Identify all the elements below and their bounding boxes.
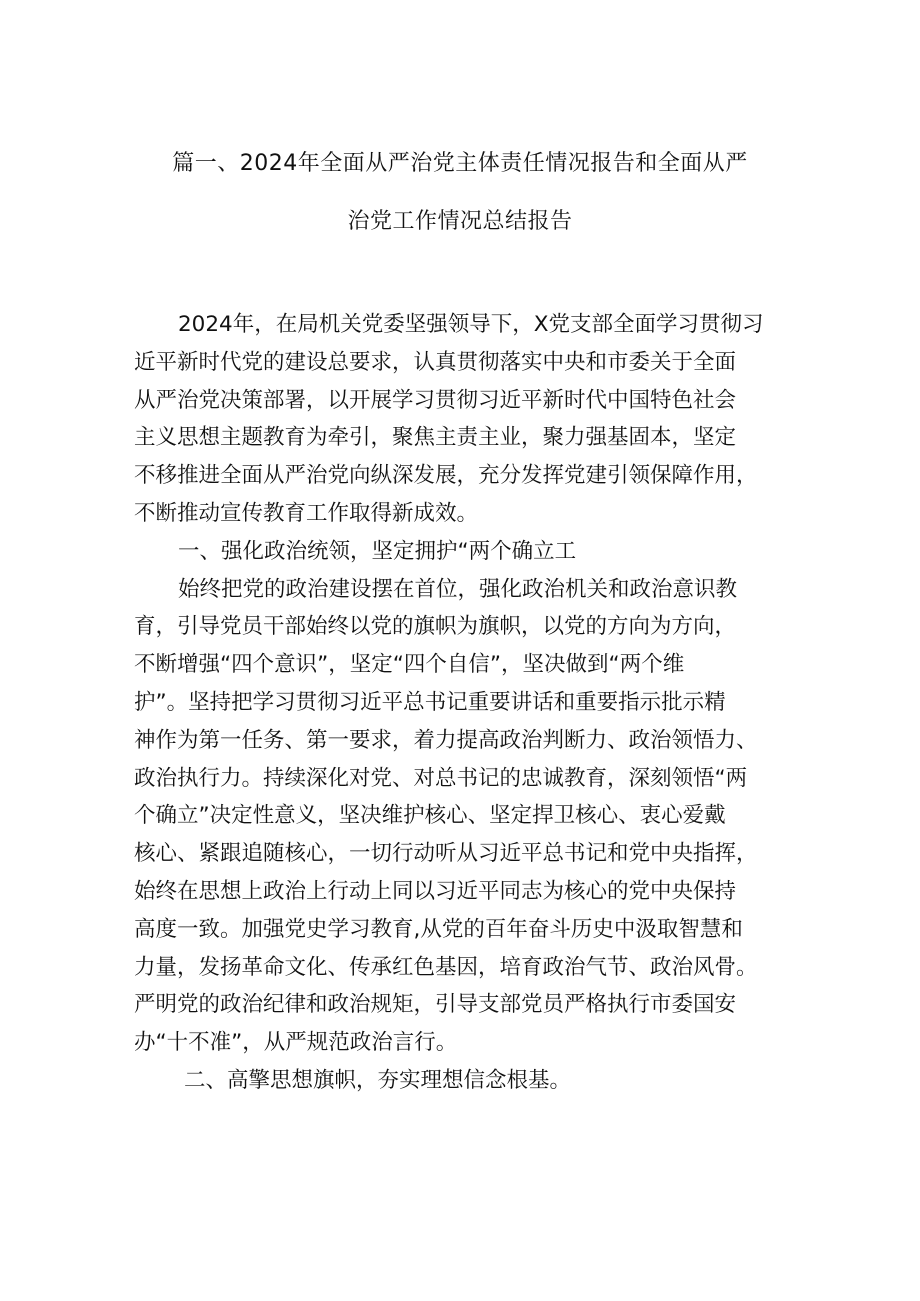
- paragraph-line: 近平新时代党的建设总要求，认真贯彻落实中央和市委关于全面: [134, 349, 737, 375]
- section-heading: 二、高擎思想旗帜，夯实理想信念根基。: [184, 1067, 572, 1093]
- paragraph-line: 力量，发扬革命文化、传承红色基因，培育政治气节、政治风骨。: [134, 954, 758, 980]
- paragraph-line: 办“十不准”，从严规范政治言行。: [134, 1030, 458, 1056]
- paragraph-line: 政治执行力。持续深化对党、对总书记的忠诚教育，深刻领悟“两: [134, 765, 748, 791]
- document-title-line2: 治党工作情况总结报告: [347, 209, 573, 234]
- paragraph-line: 护”。坚持把学习贯彻习近平总书记重要讲话和重要指示批示精: [134, 689, 726, 715]
- section-heading: 一、强化政治统领，坚定拥护“两个确立工: [178, 538, 577, 564]
- paragraph-line: 不移推进全面从严治党向纵深发展，充分发挥党建引领保障作用，: [134, 463, 758, 489]
- paragraph-line: 高度一致。加强党史学习教育,从党的百年奋斗历史中汲取智慧和: [134, 916, 743, 942]
- paragraph-line: 2024年，在局机关党委坚强领导下，X党支部全面学习贯彻习: [178, 312, 764, 337]
- paragraph-line: 不断增强“四个意识”，坚定“四个自信”，坚决做到“两个维: [134, 652, 685, 678]
- paragraph-line: 神作为第一任务、第一要求，着力提高政治判断力、政治领悟力、: [134, 727, 758, 753]
- paragraph-line: 主义思想主题教育为牵引，聚焦主责主业，聚力强基固本，坚定: [134, 425, 737, 451]
- paragraph-line: 严明党的政治纪律和政治规矩，引导支部党员严格执行市委国安: [134, 992, 737, 1018]
- document-body: [134, 306, 804, 1100]
- paragraph-line: 不断推动宣传教育工作取得新成效。: [134, 500, 479, 526]
- paragraph-line: 始终把党的政治建设摆在首位，强化政治机关和政治意识教: [178, 576, 738, 602]
- paragraph-line: 核心、紧跟追随核心，一切行动听从习近平总书记和党中央指挥，: [134, 841, 758, 867]
- document-title-line1: 篇一、2024年全面从严治党主体责任情况报告和全面从严: [172, 151, 748, 176]
- paragraph-line: 从严治党决策部署，以开展学习贯彻习近平新时代中国特色社会: [134, 387, 737, 413]
- paragraph-line: 个确立”决定性意义，坚决维护核心、坚定捍卫核心、衷心爱戴: [134, 803, 726, 829]
- paragraph-line: 始终在思想上政治上行动上同以习近平同志为核心的党中央保持: [134, 878, 737, 904]
- paragraph-line: 育，引导党员干部始终以党的旗帜为旗帜，以党的方向为方向，: [134, 614, 737, 640]
